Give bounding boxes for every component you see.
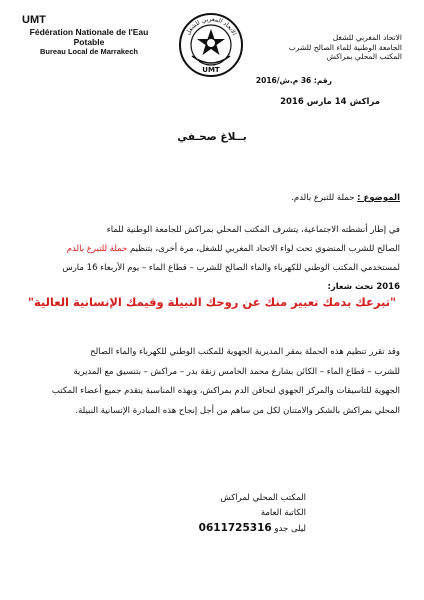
bureau-name: Bureau Local de Marrakech [40,47,138,56]
federation-name: Fédération Nationale de l'Eau Potable [29,27,149,47]
header-right-block [252,33,402,62]
logo-arc-text: الاتحاد المغربي للشغل [184,15,238,37]
header-left-block [14,14,164,56]
campaign-highlight: حملة للتبرع بالدم [66,244,128,254]
reference-number: رقم: 36 م.ش/2016 [255,76,332,85]
umt-emblem-icon [178,12,244,78]
intro-line-1: في إطار أنشطته الاجتماعية، يتشرف المكتب المحلي بمراكش للجامعة الوطنية للماء [106,225,400,235]
intro-line-4: 2016 تحت شعار: [327,282,400,292]
signature-name-phone [199,521,306,537]
signature-office: المكتب المحلي لمراكش [220,493,306,503]
header-right-line-1: الاتحاد المغربي للشغل [332,33,402,42]
intro-line-2: الصالح للشرب المنضوي تحت لواء الاتحاد المغربي للشغل، مرة أخرى، بتنظيم حملة للتبرع بالدم [66,244,400,254]
signature-block [199,491,306,537]
details-line-2: للشرب – قطاع الماء – الكائن بشارع محمد الخامس زنقة بدر – مراكش – بتنسيق مع المديرية [73,366,400,377]
paragraph-intro [20,221,400,297]
phone-number: 0611725316 [198,522,272,534]
details-line-1: وقد تقرر تنظيم هذه الحملة بمقر المديرية الجهوية للمكتب الوطني للكهرباء والماء الصالح [90,347,400,357]
subject-label: الموضوع : [357,193,400,203]
subject-text: حملة للتبرع بالدم. [291,193,358,203]
details-line-3: الجهوية للتاسيقات والمركز الجهوي لتحاقن الدم بمراكش، وبهذه المناسبة يتقدم جميع أعضاء المكتب [51,386,400,396]
logo-org-text: UMT [202,66,220,74]
intro-line-3: لمستخدمي المكتب الوطني للكهرباء والماء الصالح للشرب – قطاع الماء – يوم الأربعاء 16 مارس [62,263,400,273]
signature-role: الكاتبة العامة [260,508,306,518]
signatory-name: ليلى جدو [274,524,306,534]
header-right-line-3: المكتب المحلي بمراكش [326,52,402,61]
org-acronym: UMT [22,14,46,26]
header-right-line-2: الجامعة الوطنية للماء الصالح للشرب [288,42,402,52]
subject-line [291,193,400,203]
campaign-slogan: "تبرعك بدمك تعبير منك عن روحك النبيلة وقيمك الإنسانية العالية" [27,295,397,309]
paragraph-details [20,343,400,421]
details-line-4: المحلي بمراكش بالشكر والامتنان لكل من ساهم من أجل إنجاح هذه المبادرة الإنسانية النبيلة. [75,405,400,416]
document-date: مراكش 14 مارس 2016 [280,97,380,107]
press-release-title: بــلاغ صحـفي [177,131,247,143]
